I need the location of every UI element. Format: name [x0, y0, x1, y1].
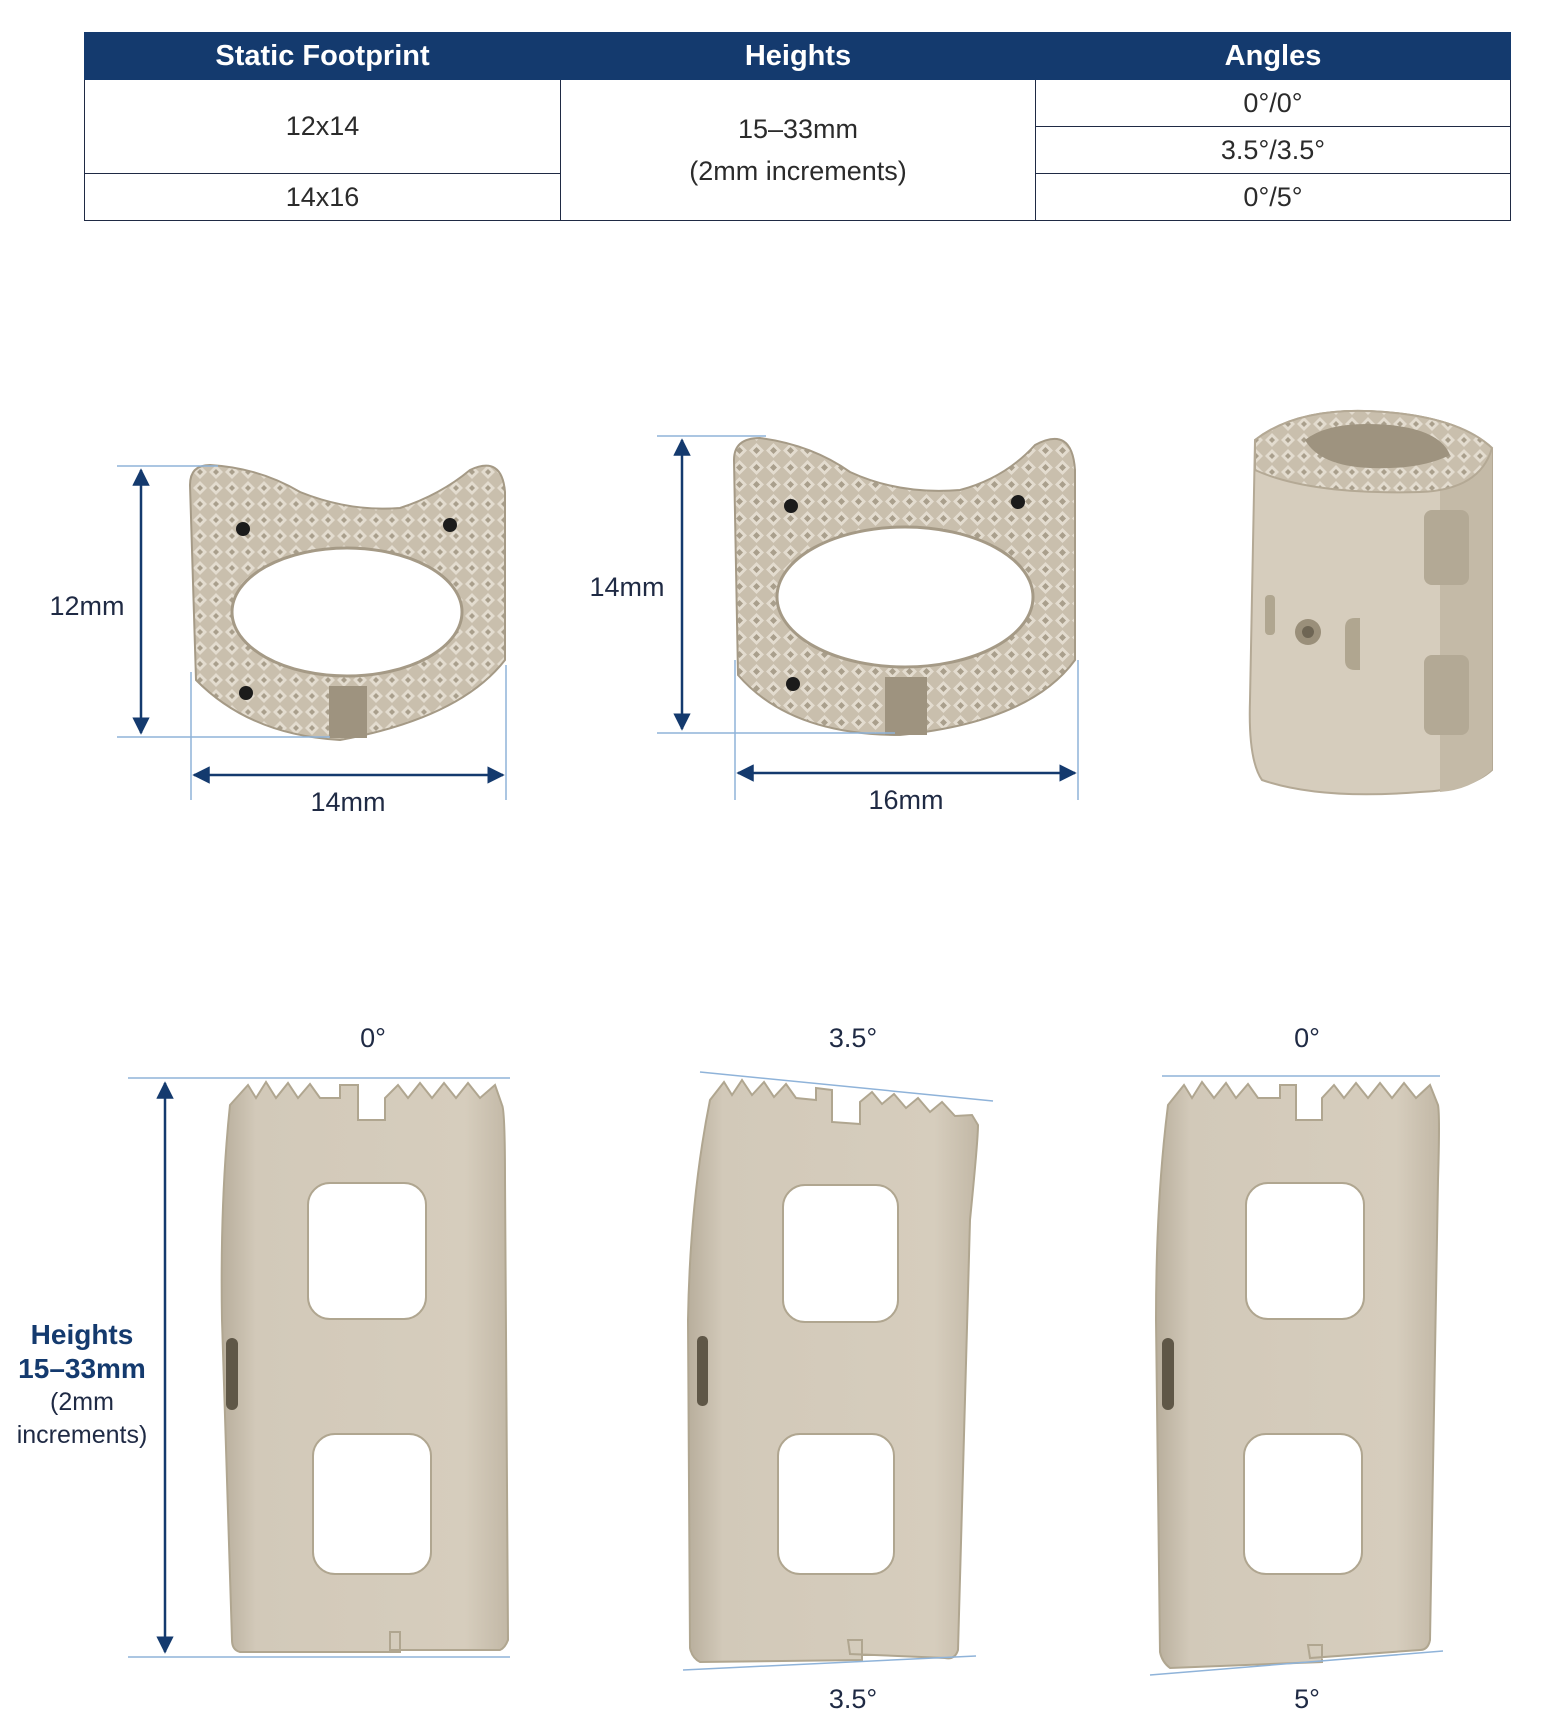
top-angle-label: 0° — [1294, 1023, 1320, 1053]
height-label-14mm: 14mm — [589, 572, 665, 602]
bottom-angle-label: 3.5° — [828, 1684, 878, 1714]
heights-increment: (2mm increments) — [689, 156, 907, 186]
bottom-angle-label: 5° — [1294, 1684, 1320, 1714]
header-heights: Heights — [561, 33, 1036, 80]
angle-cell: 3.5°/3.5° — [1036, 127, 1511, 174]
side-view-0-5 — [1150, 1023, 1443, 1714]
heights-caption-title: Heights — [30, 1319, 134, 1350]
heights-range: 15–33mm — [737, 114, 859, 144]
width-label-16mm: 16mm — [868, 785, 944, 815]
footprint-cell: 12x14 — [85, 80, 561, 174]
side-view-0-0 — [128, 1023, 510, 1657]
side-view-35-35 — [683, 1023, 993, 1714]
angle-cell: 0°/0° — [1036, 80, 1511, 127]
implant-isometric-image — [1250, 411, 1492, 794]
top-angle-label: 3.5° — [828, 1023, 878, 1053]
top-angle-label: 0° — [360, 1023, 386, 1053]
header-angles: Angles — [1036, 33, 1511, 80]
heights-caption — [6, 1318, 158, 1452]
footprint-14x16-figure — [589, 436, 1078, 815]
heights-caption-increment-2: increments) — [16, 1421, 148, 1449]
footprint-12x14-figure — [49, 465, 506, 817]
heights-caption-increment-1: (2mm — [50, 1388, 114, 1416]
angle-cell: 0°/5° — [1036, 174, 1511, 221]
header-static-footprint: Static Footprint — [85, 33, 561, 80]
footprint-cell: 14x16 — [85, 174, 561, 221]
heights-caption-range: 15–33mm — [18, 1353, 146, 1384]
height-label-12mm: 12mm — [49, 591, 125, 621]
width-label-14mm: 14mm — [310, 787, 386, 817]
